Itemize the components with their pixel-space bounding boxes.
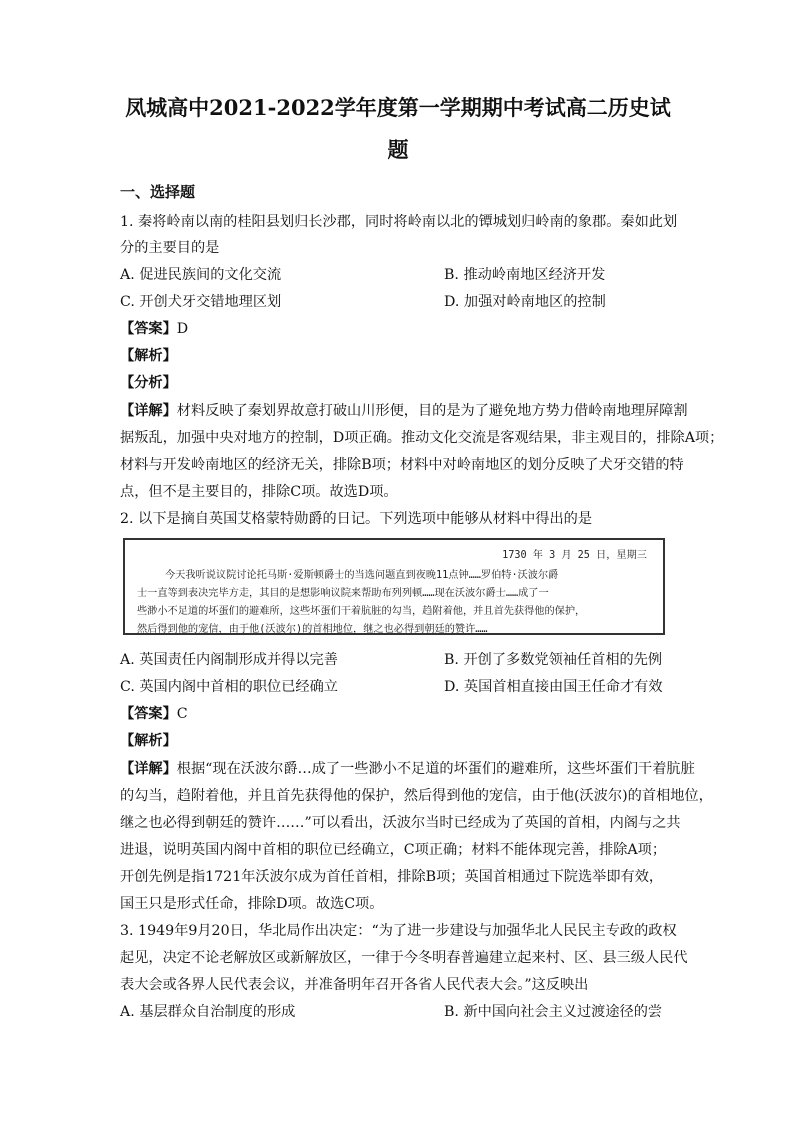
answer-value: D (176, 321, 189, 337)
q1-option-d: D. 加强对岭南地区的控制 (444, 294, 606, 310)
q1-option-b: B. 推动岭南地区经济开发 (444, 267, 606, 283)
q3-option-a: A. 基层群众自治制度的形成 (120, 1004, 296, 1020)
q1-fenxi-label: 【分析】 (120, 375, 177, 391)
q3-stem-line: 起见，决定不论老解放区或新解放区，一律于今冬明春普遍建立起来村、区、县三级人民代 (120, 950, 688, 966)
q1-stem-line: 分的主要目的是 (120, 240, 220, 256)
q2-option-c: C. 英国内阁中首相的职位已经确立 (120, 679, 338, 695)
q1-analysis-label: 【解析】 (120, 348, 177, 364)
section-heading: 一、选择题 (120, 183, 196, 201)
q2-detail-line: 继之也必得到朝廷的赞许……”可以看出，沃波尔当时已经成为了英国的首相，内阁与之共 (120, 815, 681, 831)
q1-detail-line: 据叛乱，加强中央对地方的控制，D项正确。推动文化交流是客观结果，非主观目的，排除A项； (120, 430, 724, 446)
q2-option-d: D. 英国首相直接由国王任命才有效 (444, 679, 663, 695)
q2-analysis-label: 【解析】 (120, 733, 177, 749)
detail-text: 根据“现在沃波尔爵…成了一些渺小不足道的坏蛋们的避难所，这些坏蛋们干着肮脏 (176, 761, 695, 777)
page-title-continued: 题 (387, 137, 409, 162)
answer-label: 【答案】 (120, 321, 177, 337)
q3-stem-line: 3. 1949年9月20日，华北局作出决定：“为了进一步建设与加强华北人民民主专政的政权 (120, 923, 677, 939)
q1-detail-line: 点，但不是主要目的，排除C项。故选D项。 (120, 484, 398, 500)
q2-detail-line: 国王只是形式任命，排除D项。故选C项。 (120, 896, 384, 912)
detail-text: 材料反映了秦划界故意打破山川形便，目的是为了避免地方势力借岭南地理屏障割 (176, 403, 688, 419)
q2-option-a: A. 英国责任内阁制形成并得以完善 (120, 652, 338, 668)
q3-stem-line: 表大会或各界人民代表会议，并准备明年召开各省人民代表大会。”这反映出 (120, 977, 589, 993)
diary-line: 士一直等到表决完毕方走，其目的是想影响议院来帮助布列列顿……现在沃波尔爵士……成了一 (137, 588, 549, 599)
page-title: 凤城高中2021-2022学年度第一学期期中考试高二历史试 (125, 95, 671, 120)
q2-detail-line: 的勾当，趋附着他，并且首先获得他的保护，然后得到他的宠信，由于他(沃波尔)的首相地位， (120, 788, 713, 804)
q1-detail-line: 材料与开发岭南地区的经济无关，排除B项；材料中对岭南地区的划分反映了犬牙交错的特 (120, 457, 684, 473)
q2-option-b: B. 开创了多数党领袖任首相的先例 (444, 652, 663, 668)
q2-stem: 2. 以下是摘自英国艾格蒙特勋爵的日记。下列选项中能够从材料中得出的是 (120, 511, 593, 527)
diary-excerpt-box (123, 538, 665, 635)
detail-label: 【详解】 (120, 761, 177, 777)
detail-label: 【详解】 (120, 403, 177, 419)
q1-option-c: C. 开创犬牙交错地理区划 (120, 294, 282, 310)
q2-detail-line (120, 759, 695, 779)
q3-option-b: B. 新中国向社会主义过渡途径的尝 (444, 1004, 663, 1020)
q1-answer (120, 319, 188, 339)
q1-detail-line (120, 401, 688, 421)
q1-option-a: A. 促进民族间的文化交流 (120, 267, 282, 283)
diary-line: 今天我听说议院讨论托马斯·爱斯顿爵士的当选问题直到夜晚11点钟……罗伯特·沃波尔爵 (165, 570, 559, 581)
diary-line: 些渺小不足道的坏蛋们的避难所，这些坏蛋们干着肮脏的勾当，趋附着他，并且首先获得他的保护， (137, 606, 586, 617)
q1-stem-line: 1. 秦将岭南以南的桂阳县划归长沙郡，同时将岭南以北的镡城划归岭南的象郡。秦如此划 (120, 214, 678, 230)
q2-detail-line: 进退，说明英国内阁中首相的职位已经确立，C项正确；材料不能体现完善，排除A项； (120, 842, 667, 858)
q2-answer (120, 704, 188, 724)
answer-label: 【答案】 (120, 706, 177, 722)
q2-detail-line: 开创先例是指1721年沃波尔成为首任首相，排除B项；英国首相通过下院选举即有效， (120, 869, 664, 885)
diary-line: 然后得到他的宠信，由于他(沃波尔)的首相地位，继之也必得到朝廷的赞许…… (137, 624, 488, 635)
answer-value: C (176, 706, 188, 722)
diary-date: 1730 年 3 月 25 日，星期三 (502, 550, 647, 561)
